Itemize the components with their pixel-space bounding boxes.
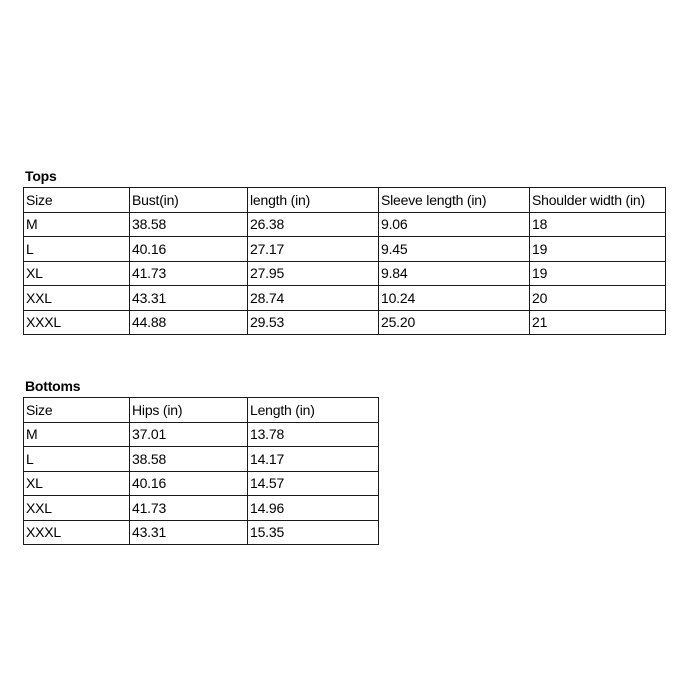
tops-cell-size: XXL xyxy=(24,286,130,311)
tops-cell-bust: 44.88 xyxy=(130,310,248,335)
tops-cell-shoulder-width: 21 xyxy=(530,310,666,335)
tops-section-title: Tops xyxy=(25,168,57,184)
bottoms-cell-length: 14.57 xyxy=(248,471,379,496)
tops-cell-length: 28.74 xyxy=(248,286,379,311)
tops-cell-length: 27.95 xyxy=(248,261,379,286)
tops-cell-size: M xyxy=(24,212,130,237)
table-row xyxy=(24,237,666,262)
tops-cell-length: 26.38 xyxy=(248,212,379,237)
tops-cell-sleeve-length: 10.24 xyxy=(379,286,530,311)
bottoms-header-hips: Hips (in) xyxy=(130,398,248,423)
table-row xyxy=(24,310,666,335)
tops-cell-sleeve-length: 25.20 xyxy=(379,310,530,335)
table-row xyxy=(24,212,666,237)
tops-cell-bust: 41.73 xyxy=(130,261,248,286)
table-row xyxy=(24,422,379,447)
bottoms-cell-hips: 41.73 xyxy=(130,496,248,521)
bottoms-size-table xyxy=(23,397,379,545)
tops-cell-sleeve-length: 9.84 xyxy=(379,261,530,286)
bottoms-cell-hips: 38.58 xyxy=(130,447,248,472)
bottoms-header-length: Length (in) xyxy=(248,398,379,423)
tops-header-sleeve-length: Sleeve length (in) xyxy=(379,188,530,213)
bottoms-cell-size: XXL xyxy=(24,496,130,521)
table-row xyxy=(24,496,379,521)
tops-header-shoulder-width: Shoulder width (in) xyxy=(530,188,666,213)
tops-cell-sleeve-length: 9.45 xyxy=(379,237,530,262)
table-row xyxy=(24,471,379,496)
bottoms-cell-hips: 37.01 xyxy=(130,422,248,447)
bottoms-cell-size: L xyxy=(24,447,130,472)
bottoms-cell-length: 13.78 xyxy=(248,422,379,447)
bottoms-cell-hips: 40.16 xyxy=(130,471,248,496)
bottoms-section-title: Bottoms xyxy=(25,378,81,394)
tops-cell-length: 27.17 xyxy=(248,237,379,262)
bottoms-cell-length: 14.96 xyxy=(248,496,379,521)
tops-cell-shoulder-width: 20 xyxy=(530,286,666,311)
bottoms-header-size: Size xyxy=(24,398,130,423)
bottoms-cell-size: M xyxy=(24,422,130,447)
tops-header-size: Size xyxy=(24,188,130,213)
bottoms-header-row xyxy=(24,398,379,423)
tops-cell-length: 29.53 xyxy=(248,310,379,335)
bottoms-cell-length: 15.35 xyxy=(248,520,379,545)
bottoms-cell-size: XL xyxy=(24,471,130,496)
tops-cell-sleeve-length: 9.06 xyxy=(379,212,530,237)
tops-cell-shoulder-width: 18 xyxy=(530,212,666,237)
bottoms-cell-length: 14.17 xyxy=(248,447,379,472)
tops-cell-size: XXXL xyxy=(24,310,130,335)
tops-cell-shoulder-width: 19 xyxy=(530,237,666,262)
table-row xyxy=(24,286,666,311)
table-row xyxy=(24,261,666,286)
tops-cell-bust: 43.31 xyxy=(130,286,248,311)
tops-size-table xyxy=(23,187,666,335)
tops-cell-size: L xyxy=(24,237,130,262)
tops-cell-bust: 38.58 xyxy=(130,212,248,237)
bottoms-cell-hips: 43.31 xyxy=(130,520,248,545)
tops-header-row xyxy=(24,188,666,213)
tops-cell-size: XL xyxy=(24,261,130,286)
tops-cell-bust: 40.16 xyxy=(130,237,248,262)
tops-cell-shoulder-width: 19 xyxy=(530,261,666,286)
table-row xyxy=(24,447,379,472)
bottoms-cell-size: XXXL xyxy=(24,520,130,545)
table-row xyxy=(24,520,379,545)
tops-header-bust: Bust(in) xyxy=(130,188,248,213)
tops-header-length: length (in) xyxy=(248,188,379,213)
